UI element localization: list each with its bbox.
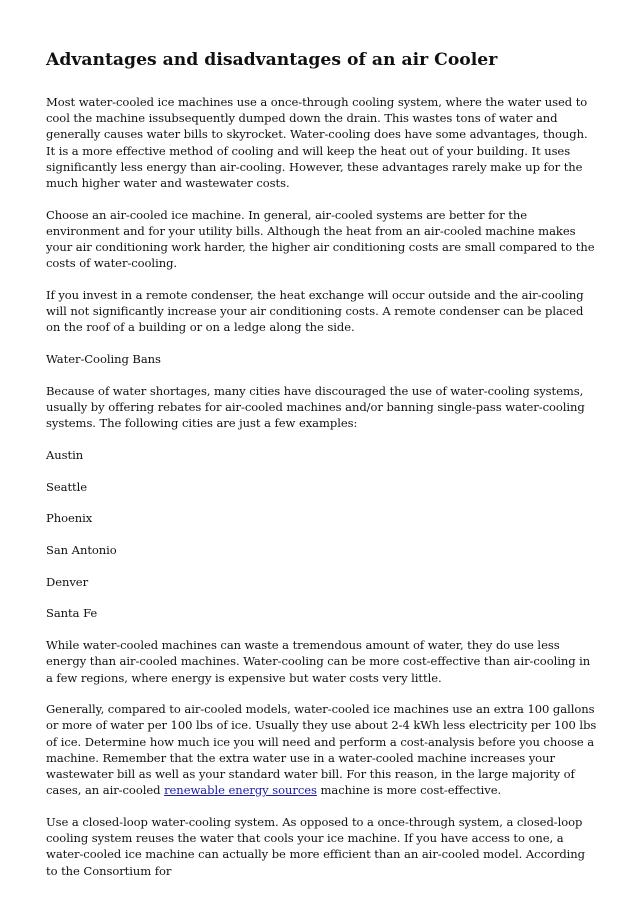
city-item-phoenix: Phoenix: [46, 511, 93, 526]
section-heading-water-cooling-bans: Water-Cooling Bans: [46, 352, 161, 367]
document-title: Advantages and disadvantages of an air Cooler: [46, 50, 498, 70]
paragraph-energy-comparison: While water-cooled machines can waste a tremendous amount of water, they do use less energy than air-cooled machines. Water-cooling can be more cost-effective than air-cooling in a few regions, where energy is expensive but water costs very little.: [46, 638, 591, 685]
cost-analysis-text-after: machine is more cost-effective.: [316, 783, 502, 798]
paragraph-choose-air-cooled: Choose an air-cooled ice machine. In general, air-cooled systems are better for the environment and for your utility bills. Although the heat from an air-cooled machine makes your air conditioning work harder, the higher air conditioning costs are small compared to the costs of water-cooling.: [46, 207, 595, 271]
city-item-seattle: Seattle: [46, 479, 88, 494]
paragraph-cost-analysis: [46, 701, 598, 798]
city-item-austin: Austin: [46, 447, 84, 462]
paragraph-once-through-cooling: Most water-cooled ice machines use a once-through cooling system, where the water used to cool the machine issubsequently dumped down the drain. This wastes tons of water and generally causes water bills to skyrocket. Water-cooling does have some advantages, though. It is a more effective method of cooling and will keep the heat out of your building. It uses significantly less energy than air-cooling. However, these advantages rarely make up for the much higher water and wastewater costs.: [46, 95, 588, 191]
cost-analysis-text-before: Generally, compared to air-cooled models, water-cooled ice machines use an extra 100 gallons or more of water per 100 lbs of ice. Usually they use about 2-4 kWh less electricity per 100 lbs of ice. Determine how much ice you will need and perform a cost-analysis before you choose a machine. Remember that the extra water use in a water-cooled machine increases your wastewater bill as well as your standard water bill. For this reason, in the large majority of cases, an air-cooled: [46, 702, 597, 798]
paragraph-water-shortages: Because of water shortages, many cities have discouraged the use of water-cooling systems, usually by offering rebates for air-cooled machines and/or banning single-pass water-cooling systems. The following cities are just a few examples:: [46, 383, 585, 431]
paragraph-remote-condenser: If you invest in a remote condenser, the heat exchange will occur outside and the air-cooling will not significantly increase your air conditioning costs. A remote condenser can be placed on the roof of a building or on a ledge along the side.: [46, 288, 584, 335]
renewable-energy-sources-link[interactable]: renewable energy sources: [164, 783, 317, 798]
city-item-santa-fe: Santa Fe: [46, 606, 98, 621]
paragraph-closed-loop: Use a closed-loop water-cooling system. As opposed to a once-through system, a closed-loop cooling system reuses the water that cools your ice machine. If you have access to one, a water-cooled ice machine can actually be more efficient than an air-cooled model. According to the Consortium for: [46, 815, 586, 878]
document-page: [46, 49, 598, 894]
city-item-denver: Denver: [46, 574, 89, 589]
city-item-san-antonio: San Antonio: [46, 543, 117, 558]
